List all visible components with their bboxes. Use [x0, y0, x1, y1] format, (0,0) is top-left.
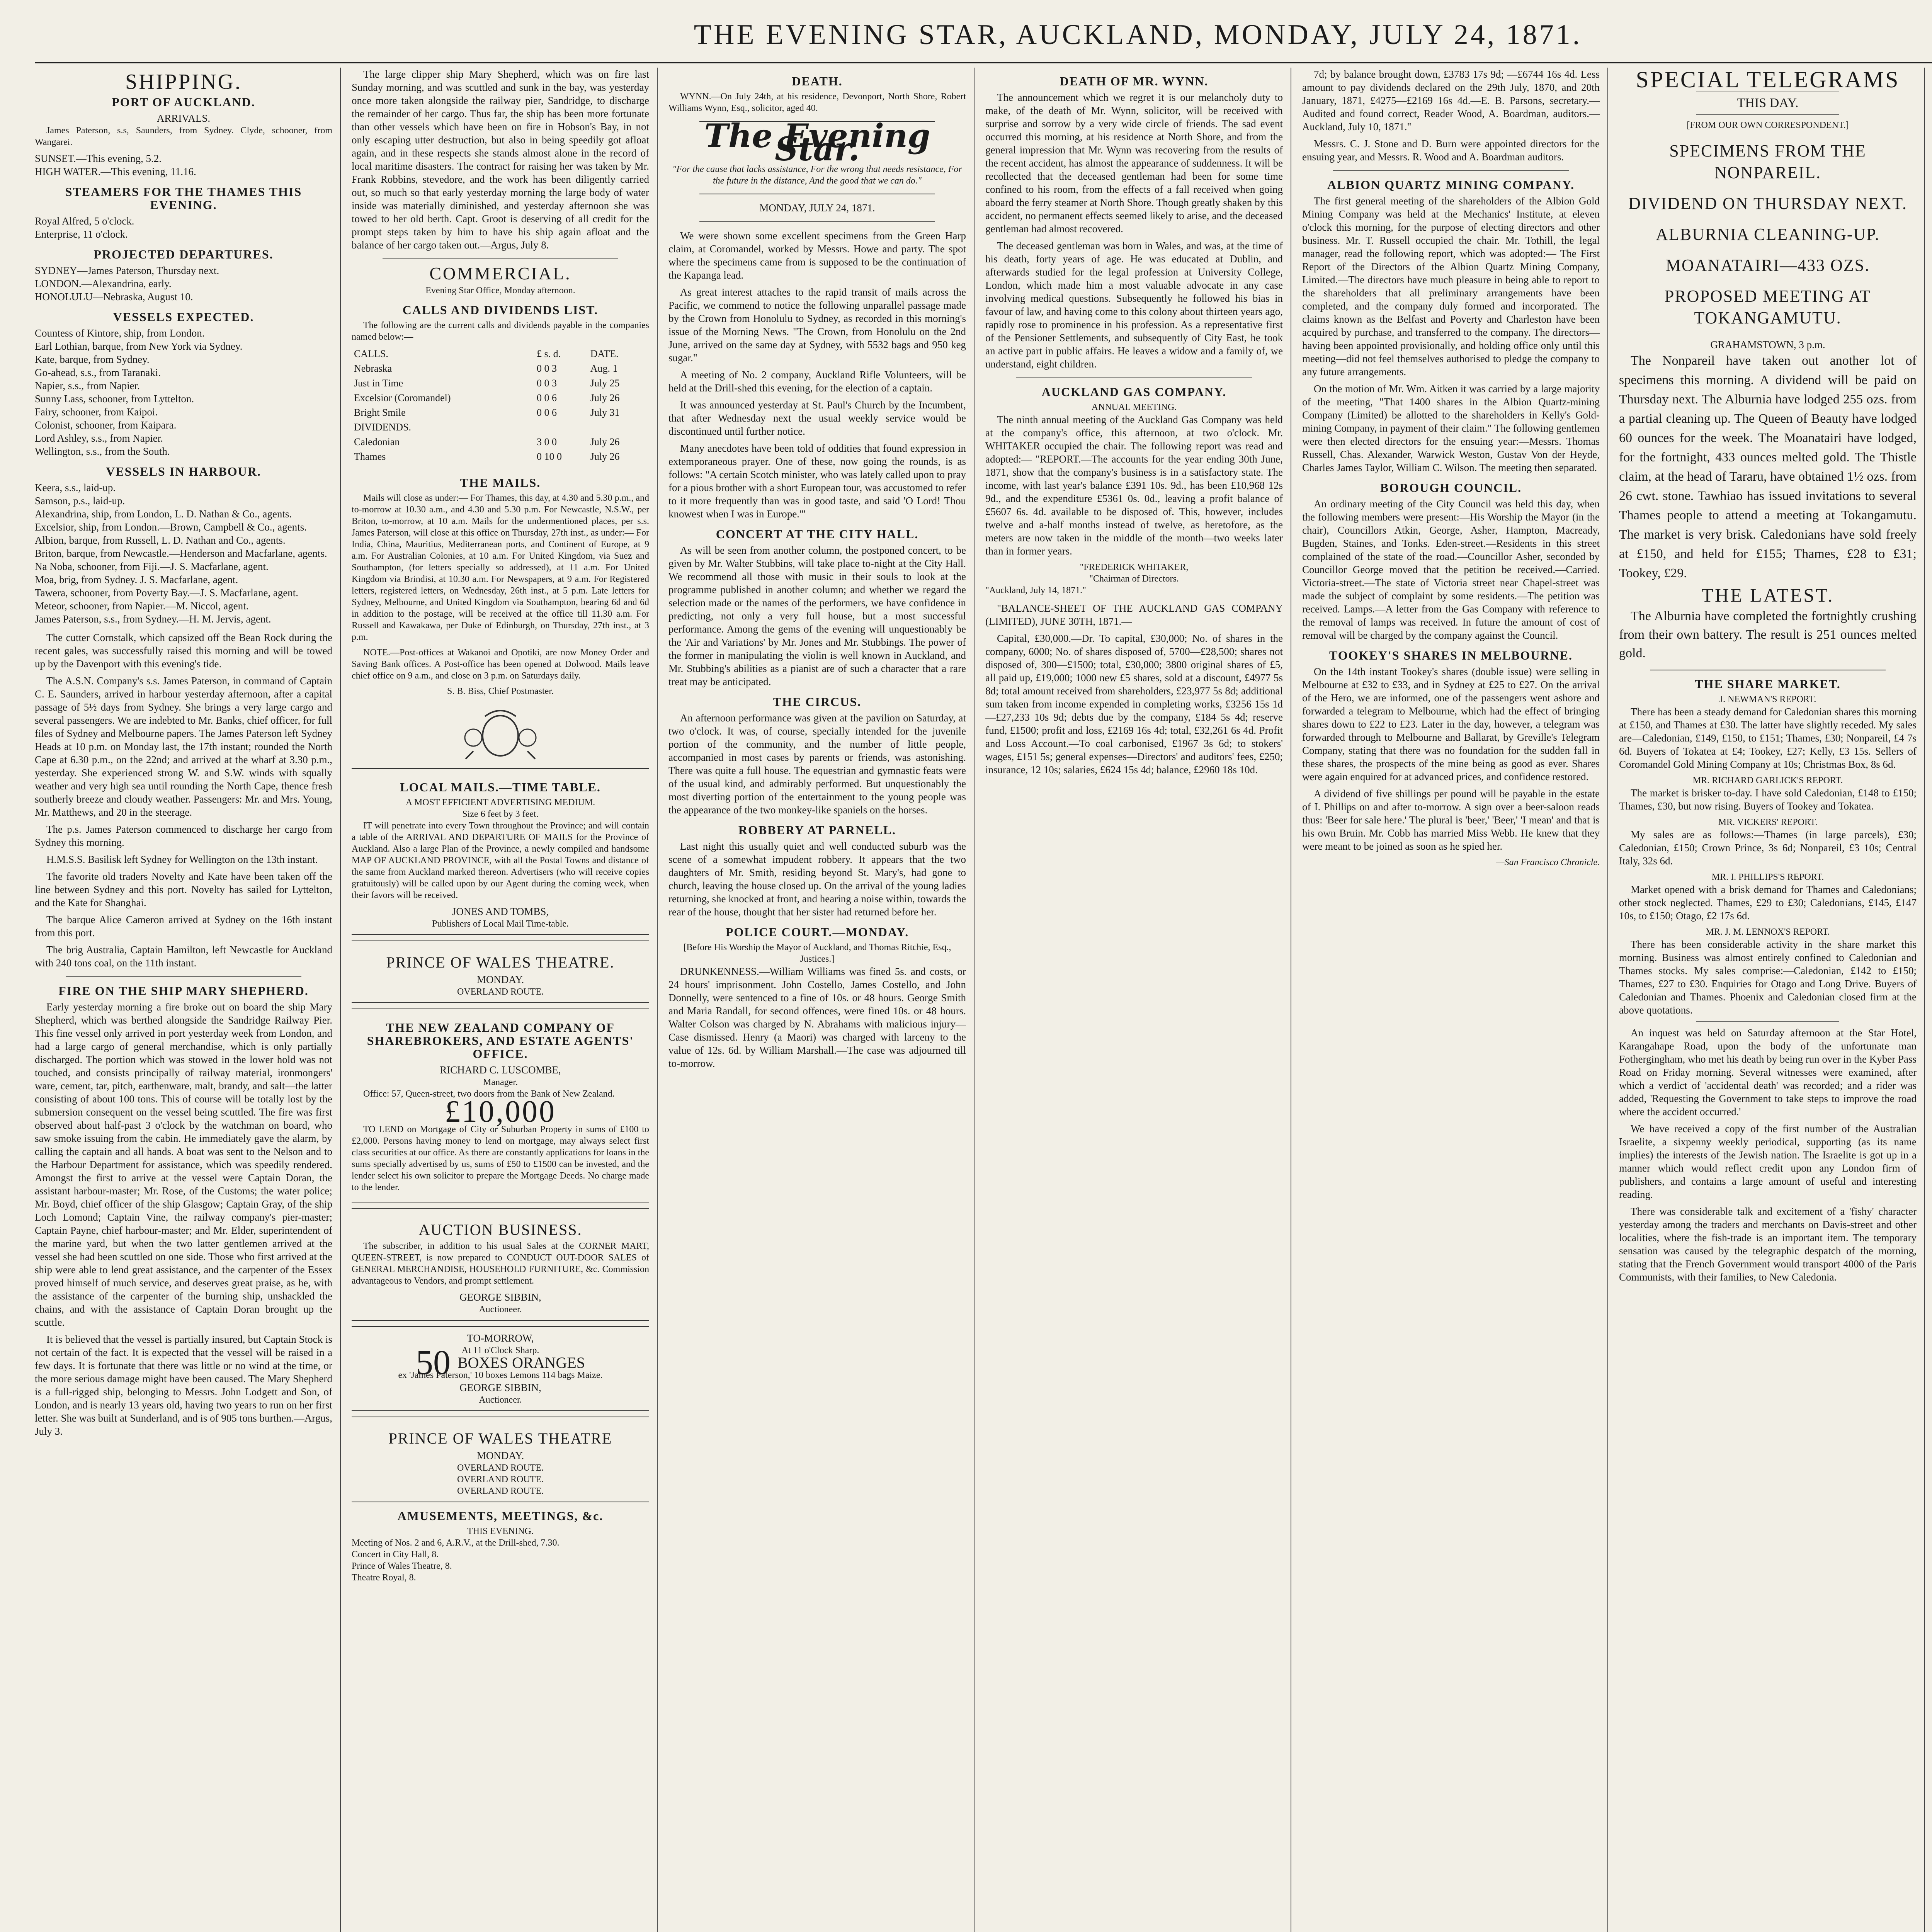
- newspaper-columns: [35, 68, 1932, 1932]
- steamers-heading: STEAMERS FOR THE THAMES THIS EVENING.: [65, 185, 302, 212]
- oranges-count: 50: [415, 1344, 451, 1382]
- list-item: Earl Lothian, barque, from New York via Sydney.: [35, 340, 243, 352]
- port-heading: PORT OF AUCKLAND.: [112, 95, 255, 109]
- harbour-heading: VESSELS IN HARBOUR.: [106, 464, 261, 478]
- report-text: There has been considerable activity in the share market this morning. Business was almost entirely confined to Caledonian and Thames stocks. My sales comprise:—Caledonian, £142 to £150; Thames, £27 to £30. Enquiries for Otago and Long Drive. Buyers of Caledonian and Thames. Phoenix and Caledonian closed firm at the above quotations.: [1619, 939, 1917, 1016]
- list-item: Alexandrina, ship, from London, L. D. Nathan & Co., agents.: [35, 508, 292, 520]
- balance-heading: "BALANCE-SHEET OF THE AUCKLAND GAS COMPANY (LIMITED), JUNE 30TH, 1871.—: [985, 602, 1283, 627]
- column-header: DATE.: [590, 348, 619, 359]
- list-item: Meteor, schooner, from Napier.—M. Niccol, agent.: [35, 600, 249, 612]
- shipping-paragraph: The cutter Cornstalk, which capsized off the Bean Rock during the recent gales, was successfully raised this morning and will be towed up by the Davenport with this evening's tide.: [35, 632, 332, 670]
- list-item: Concert in City Hall, 8.: [352, 1549, 439, 1560]
- theatre-play: OVERLAND ROUTE.: [457, 1475, 544, 1485]
- leader-paragraph: Many anecdotes have been told of oddities that found expression in extemporaneous prayer. One of these, now going the rounds, is as follows: "A certain Scotch minister, who was lately called upon to pray for a pious brother with a short European tour, was accustomed to refer to it more frequently than was in good taste, and said 'O Lord! Thou knowest when I was in Europe.'": [668, 442, 966, 520]
- newspaper-motto: "For the cause that lacks assistance, For the wrong that needs resistance, For the future in the distance, And the good that we can do.": [672, 164, 962, 186]
- auction-advert: [352, 1208, 649, 1321]
- localmails-publisher: JONES AND TOMBS,: [452, 906, 549, 917]
- report-heading: MR. I. PHILLIPS'S REPORT.: [1711, 872, 1824, 882]
- special-sub: THIS DAY.: [1737, 96, 1799, 110]
- column-header: CALLS.: [354, 348, 388, 359]
- amusements-heading: AMUSEMENTS, MEETINGS, &c.: [397, 1509, 604, 1523]
- cell: [588, 420, 649, 435]
- leader-paragraph: It was announced yesterday at St. Paul's Church by the Incumbent, that after Wednesday next the usual weekly service would be discontinued until further notice.: [668, 399, 966, 437]
- list-item: Countess of Kintore, ship, from London.: [35, 327, 205, 339]
- latest-heading: THE LATEST.: [1701, 584, 1834, 606]
- table-row: [352, 420, 649, 435]
- police-heading: POLICE COURT.—MONDAY.: [725, 925, 909, 939]
- shipping-paragraph: The brig Australia, Captain Hamilton, left Newcastle for Auckland with 240 tons coal, on the 11th instant.: [35, 944, 332, 969]
- gas-signature: "FREDERICK WHITAKER,: [1080, 562, 1189, 572]
- police-text: DRUNKENNESS.—William Williams was fined 5s. and costs, or 24 hours' imprisonment. John Costello, James Costello, and John Donnelly, were sentenced to a fine of 10s. or 48 hours. George Smith and Maria Randall, for second offences, were fined 10s. or 48 hours. Walter Colson was charged by N. Abrahams with malicious injury—Case dismissed. Henry (a Maori) was charged with larceny to the value of 12s. 6d. by William Marshall.—The case was adjourned till to-morrow.: [668, 966, 966, 1069]
- column-6: [1619, 68, 1917, 1932]
- list-item: Tawera, schooner, from Poverty Bay.—J. S. Macfarlane, agent.: [35, 587, 299, 599]
- list-item: Sunny Lass, schooner, from Lyttelton.: [35, 393, 194, 405]
- expected-heading: VESSELS EXPECTED.: [113, 310, 254, 324]
- balance-text: Capital, £30,000.—Dr. To capital, £30,000; No. of shares in the company, 6000; No. of shares disposed of, 5700—£28,500; shares not disposed of, 300—£1500; total, £30,000; 3800 original shares of £5, all paid up, £19,000; 1000 new £5 shares, sold at a discount, £4977 5s 8d; total amount received from shareholders, £23,977 5s 8d; additional sum taken from income expended in completing works, £3256 15s 1d—£27,233 10s 9d; debts due by the company, £184 5s 4d; reserve fund, £1500; profit and loss, £2169 16s 4d; total, £32,261 6s 4d. Profit and Loss Account.—To coal carbonised, £1967 3s 6d; to stokers' wages, £151 5s; general expenses—Directors' and auditors' fees, £250; insurance, 12 10s; salaries, £624 15s 4d; balance, £2960 18s 10d.: [985, 633, 1283, 776]
- auctioneer-role: Auctioneer.: [479, 1395, 522, 1405]
- grahamstown-dateline: GRAHAMSTOWN, 3 p.m.: [1710, 339, 1825, 350]
- masthead-title: THE EVENING STAR, AUCKLAND, MONDAY, JULY 24, 1871.: [694, 19, 1582, 51]
- divider: [66, 976, 301, 977]
- commercial-heading: COMMERCIAL.: [429, 264, 571, 283]
- list-item: HONOLULU—Nebraska, August 10.: [35, 291, 193, 303]
- localmails-sub: A MOST EFFICIENT ADVERTISING MEDIUM.: [405, 798, 595, 808]
- fire-text-2: It is believed that the vessel is partially insured, but Captain Stock is not certain of the fact. It is expected that the vessel will be raised in a few days. It is fortunate that there was little or no wind at the time, or the more serious damage might have been caused. The Mary Shepherd is a full-rigged ship, belonging to Messrs. John Lodgett and Son, of London, and is nearly 13 years old, having two years to run on her first letter. She was built at Sunderland, and is of 905 tons burthen.—Argus, July 3.: [35, 1333, 332, 1437]
- manager-role: Manager.: [483, 1077, 518, 1087]
- table-row: [352, 435, 649, 449]
- royal-crest-icon: [458, 701, 543, 763]
- masthead: [35, 8, 1932, 63]
- divider: [1333, 170, 1569, 171]
- theatre-advert-2: [352, 1417, 649, 1502]
- directors-text: Messrs. C. J. Stone and D. Burn were appointed directors for the ensuing year, and Messrs. R. Wood and A. Boardman auditors.: [1302, 138, 1600, 163]
- table-row: [352, 376, 649, 391]
- tookey-text-2: A dividend of five shillings per pound will be payable in the estate of I. Phillips on and after to-morrow. A sign over a beer-saloon reads thus: 'Beer for sale here.' The plural is 'beer,' 'Beer,' 'I mean' and that is his own Bruin. Mr. Cobb has married Miss Webb. He knew that they were meant to be joined as soon as he spied her.: [1302, 788, 1600, 852]
- mails-note: NOTE.—Post-offices at Wakanoi and Opotiki, are now Money Order and Saving Bank offices. A Post-office has been opened at Dolwood. Mails leave chief office on 9 a.m., and close on 3 p.m. on Saturdays daily.: [352, 648, 649, 681]
- police-sub: [Before His Worship the Mayor of Auckland, and Thomas Ritchie, Esq., Justices.]: [683, 942, 951, 964]
- gas-sub: ANNUAL MEETING.: [1091, 402, 1177, 412]
- cell: DIVIDENDS.: [354, 422, 412, 433]
- auctioneer-name: GEORGE SIBBIN,: [459, 1291, 541, 1303]
- albion-text-2: On the motion of Mr. Wm. Aitken it was carried by a large majority of the meeting, "That 1400 shares in the Albion Quartz-mining Company (Limited) be allotted to the shareholders in Kelly's Gold-mining Company, in payment of their claim." The following gentlemen were then elected directors for the ensuing year:—Messrs. Thomas Russell, Chas. Alexander, Warwick Weston, Gustav Von der Heyde, Charles James Taylor, William C. Wilson. The meeting then separated.: [1302, 383, 1600, 473]
- list-item: Samson, p.s., laid-up.: [35, 495, 125, 507]
- table-row: [352, 449, 649, 464]
- auction-heading: AUCTION BUSINESS.: [418, 1221, 582, 1238]
- manager-name: RICHARD C. LUSCOMBE,: [440, 1064, 561, 1076]
- column-5: [1302, 68, 1600, 1932]
- list-item: Kate, barque, from Sydney.: [35, 354, 150, 365]
- special-line: MOANATAIRI—433 OZS.: [1665, 256, 1870, 275]
- shipping-paragraph: The A.S.N. Company's s.s. James Paterson, in command of Captain C. E. Saunders, arrived in harbour yesterday afternoon, after a capital passage of 5½ days from Sydney. She brings a very large cargo and several passengers. We are indebted to Mr. Banks, chief officer, for full files of Sydney and Melbourne papers. The James Paterson left Sydney Heads at 10 p.m. on Monday last, the 17th instant; rounded the North Cape at 6.30 p.m., on the 22nd; and arrived at the wharf at 3.30 p.m., yesterday. She experienced strong W. and S.W. winds with squally weather and very high sea until rounding the North Cape, thence fresh southerly breeze and cloudy weather. Passengers: Mr. and Mrs. Young, Mr. Matthews, and 20 in the steerage.: [35, 675, 332, 818]
- mails-text: Mails will close as under:— For Thames, this day, at 4.30 and 5.30 p.m., and to-morrow at 10.30 a.m., and 4.30 and 5.30 p.m. For Newcastle, N.S.W., per Briton, to-morrow, at 10 a.m. Mails for the undermentioned places, per s.s. James Paterson, will close at this office on Thursday, 27th inst., as under:— For India, China, Mauritius, Mediterranean ports, and Continent of Europe, at 9 a.m. For Australian Colonies, at 10 a.m. For United Kingdom, via Suez and Southampton, (for letters specially so addressed), at 11 a.m. For United Kingdom via Brindisi, at 10.30 a.m. For Newspapers, at 9 a.m. For Registered letters, registered letters, on Wednesday, 26th inst., at 5 p.m. Late letters for Sydney, Melbourne, and United Kingdom via Southampton, bearing 6d and 6d in addition to the postage, will be received at the office till 11.30 a.m. For Russell and Kawakawa, per Duke of Edinburgh, on Thursday, 27th inst., at 3 p.m.: [352, 493, 649, 642]
- cell: [534, 420, 588, 435]
- fire-text: Early yesterday morning a fire broke out on board the ship Mary Shepherd, which was berthed alongside the Sandridge Railway Pier. This fine vessel only arrived in port yesterday week from London, and had a large cargo of general merchandise, which is only partially discharged. The portion which was stowed in the lower hold was not touched, and consists principally of railway material, ironmongers' ware, cement, tar, pitch, earthenware, malt, brandy, and salt—the latter consisting of about 100 tons. This of course will be totally lost by the submersion consequent on the vessel being scuttled. The fire was first observed about half-past 3 o'clock by the watchman on board, who saw smoke issuing from the cabin. He immediately gave the alarm, by calling the captain and all hands. A boat was sent to the Nelson and to the Harbour Department for assistance, which was speedily rendered. Amongst the first to arrive at the vessel were Captain Doran, the assistant harbour-master; Mr. Rose, of the Customs; the water police; Mr. Boyd, chief officer of the ship Glasgow; Captain Gray, of the ship Loch Lomond; Captain Vine, the railway company's pier-master; Captain Payne, chief harbour-master; and Mr. Elder, superintendent of the marine yard, but when the two latter gentlemen arrived at the vessel she had been scuttled on one side. Those who first arrived at the ship were able to lend great assistance, and the carpenter of the Essex proved himself of much service, and deserves great praise, as he, with the assistance of the carpenter of the burning ship, unshackled the chains, and with the assistance of Captain Doran brought up the scuttle.: [35, 1001, 332, 1328]
- shipping-paragraph: The favorite old traders Novelty and Kate have been taken off the line between Sydney and this port. Novelty has sailed for Lyttelton, and the Kate for Shanghai.: [35, 871, 332, 908]
- cell: Bright Smile: [354, 407, 406, 418]
- report-text: Market opened with a brisk demand for Thames and Caledonians; other stock neglected. Thames, £29 to £30; Caledonians, £145, £147 10s, to £150; Otago, £2 17s 6d.: [1619, 884, 1917, 922]
- shipping-heading: SHIPPING.: [125, 70, 242, 94]
- sunset: SUNSET.—This evening, 5.2.: [35, 153, 162, 164]
- divider: [1696, 114, 1839, 115]
- borough-heading: BOROUGH COUNCIL.: [1380, 481, 1522, 495]
- calls-intro: The following are the current calls and dividends payable in the companies named below:—: [352, 320, 649, 342]
- auctioneer-role: Auctioneer.: [479, 1304, 522, 1315]
- tookey-text: On the 14th instant Tookey's shares (double issue) were selling in Melbourne at £32 to £33, and in Sydney at £25 to £27. On the arrival of the Hero, we are informed, one of the passengers went ashore and forwarded a telegram to Melbourne, which had the effect of bringing shares down to £22 to £23. Later in the day, however, a telegram was forwarded through to Melbourne and Ballarat, by Greville's Telegram Company, stating that there was no foundation for the sudden fall in these shares, the prospects of the mine being as good as ever. Shares were again enquired for at advanced prices, and confidence restored.: [1302, 666, 1600, 782]
- list-item: Albion, barque, from Russell, L. D. Nathan and Co., agents.: [35, 534, 286, 546]
- list-item: Keera, s.s., laid-up.: [35, 482, 116, 493]
- loan-amount: £10,000: [445, 1095, 556, 1129]
- special-correspondent: [FROM OUR OWN CORRESPONDENT.]: [1687, 120, 1849, 130]
- list-item: Excelsior, ship, from London.—Brown, Campbell & Co., agents.: [35, 521, 307, 533]
- arrivals-heading: ARRIVALS.: [156, 112, 211, 124]
- localmails-publisher-2: Publishers of Local Mail Time-table.: [432, 919, 569, 929]
- cell: July 26: [590, 392, 620, 403]
- newspaper-title: The Evening Star.: [704, 117, 930, 168]
- report-heading: MR. RICHARD GARLICK'S REPORT.: [1692, 776, 1843, 786]
- cell: Caledonian: [354, 436, 400, 447]
- loan-text: TO LEND on Mortgage of City or Suburban Property in sums of £100 to £2,000. Persons having money to lend on mortgage, may always select first class securities at our office. As there are constantly applications for loans in the sums specially advertised by us, sums of £50 to £1500 can be invested, and the lender select his own solicitor to prepare the Mortgage Deeds. No charge made to the lender.: [352, 1124, 649, 1192]
- wynn-heading: DEATH OF MR. WYNN.: [1060, 74, 1209, 88]
- report-heading: MR. VICKERS' REPORT.: [1718, 817, 1818, 827]
- wynn-text-2: The deceased gentleman was born in Wales, and was, at the time of his death, forty years of age. He was educated at Dublin, and afterwards studied for the legal profession at University College, London, which made him a most valuable advocate in any case involving medical questions. Subsequently he followed his bias in favour of law, and having come to this colony about thirteen years ago, rapidly rose to prominence in his profession. As a representative first of the Pensioner Settlements, and subsequently of City East, he took an active part in public affairs. He leaves a widow and a family of, we understand, eight children.: [985, 240, 1283, 370]
- clipper-article: The large clipper ship Mary Shepherd, which was on fire last Sunday morning, and was scuttled and sunk in the bay, was yesterday once more taken alongside the railway pier, Sandridge, to discharge the remainder of her cargo. Thus far, the ship has been more fortunate than other vessels which have been on fire in Hobson's Bay, in not only escaping utter destruction, but also in being speedily got afloat again, and in these respects she stands almost alone in the record of local maritime disasters. The contract for raising her was taken by Mr. Frank Robbins, stevedore, and the work has been diligently carried out, so much so that early yesterday morning the large body of water inside was materially diminished, and yesterday afternoon she was towed to her old berth. Capt. Groot is deserving of all credit for the prompt steps taken by him to have his ship again afloat and the balance of her cargo taken out.—Argus, July 8.: [352, 68, 649, 251]
- list-item: Napier, s.s., from Napier.: [35, 380, 140, 391]
- projected-heading: PROJECTED DEPARTURES.: [94, 247, 274, 261]
- office-address: Office: 57, Queen-street, two doors from the Bank of New Zealand.: [363, 1089, 615, 1099]
- concert-text: As will be seen from another column, the postponed concert, to be given by Mr. Walter Stubbins, will take place to-night at the City Hall. We recommend all those with music in their souls to look at the programme published in another column; and whether we regard the selection made or the names of the performers, we have confidence in predicting, not only a very full house, but a most successful performance. Among the gems of the evening will unquestionably be the 'Air and Variations' by Mr. Jones and Mr. Stubbings. The power of the former in manipulating the violin is well known in Auckland, and Mr. Stubbing's abilities as a pianist are of such a character that a rare treat may be anticipated.: [668, 544, 966, 687]
- cell: 0 0 6: [537, 392, 557, 403]
- concert-heading: CONCERT AT THE CITY HALL.: [716, 527, 919, 541]
- robbery-text: Last night this usually quiet and well conducted suburb was the scene of a somewhat impudent robbery. It appears that the two daughters of Mr. Smith, residing beyond St. Mary's, had gone to church, leaving the house closed up. On the arrival of the young ladies returning, she knocked at front, and hearing a noise within, towards the rear of the house, thought that her sister had returned before her.: [668, 840, 966, 918]
- high-water: HIGH WATER.—This evening, 11.16.: [35, 166, 196, 177]
- share-market-heading: THE SHARE MARKET.: [1695, 677, 1841, 691]
- fire-heading: FIRE ON THE SHIP MARY SHEPHERD.: [58, 984, 309, 998]
- report-text: My sales are as follows:—Thames (in large parcels), £30; Caledonian, £150; Crown Prince, 3s 6d; Nonpareil, £3 10s; Central Italy, 32s 6d.: [1619, 829, 1917, 867]
- theatre-day: MONDAY.: [476, 1450, 524, 1461]
- excitement-text: There was considerable talk and excitement of a 'fishy' character yesterday among the traders and merchants on Davis-street and other localities, where the fish-trade is an important item. The temporary sensation was caused by the telegraphic despatch of the morning, stating that the French Government would transport 4000 of the Paris Communists, with their families, to New Caledonia.: [1619, 1206, 1917, 1283]
- special-telegrams-heading: SPECIAL TELEGRAMS: [1636, 68, 1900, 92]
- mails-heading: THE MAILS.: [460, 476, 541, 490]
- tookey-source: —San Francisco Chronicle.: [1496, 857, 1600, 867]
- cell: Aug. 1: [590, 363, 618, 374]
- localmails-text: IT will penetrate into every Town throughout the Province; and will contain a table of the ARRIVAL AND DEPARTURE OF MAILS for the Province of Auckland. Also a large Plan of the Province, a newly compiled and handsome MAP OF AUCKLAND PROVINCE, with all the Postal Towns and distance of the same from Auckland marked thereon. Advertisers (who will receive copies gratuitously) will be called upon by our Agent during the coming week, when their favors will be received.: [352, 821, 649, 900]
- report-text: There has been a steady demand for Caledonian shares this morning at £150, and Thames at £30. The latter have slightly receded. My sales are—Caledonian, £149, £150, to £151; Thames, £30; Nonpareil, £4 7s 6d. Buyers of Tokatea at £4; Tookey, £27; Kelly, £3 15s. Sellers of Coromandel Gold Mining Company at 10s; Christmas Box, 8s 6d.: [1619, 706, 1917, 770]
- cell: Just in Time: [354, 378, 403, 389]
- column-3: [668, 68, 966, 1932]
- table-row: [352, 405, 649, 420]
- theatre-heading: PRINCE OF WALES THEATRE.: [386, 954, 615, 971]
- report-text: The market is brisker to-day. I have sold Caledonian, £148 to £150; Thames, £30, but now rising. Buyers of Tookey and Tokatea.: [1619, 787, 1917, 812]
- divider: [699, 221, 935, 222]
- leader-paragraph: We were shown some excellent specimens from the Green Harp claim, at Coromandel, worked by Messrs. Howe and party. The spot where the specimens came from is supposed to be the continuation of the Kapanga lead.: [668, 230, 966, 281]
- cell: July 26: [590, 451, 620, 462]
- inquest-text: An inquest was held on Saturday afternoon at the Star Hotel, Karangahape Road, upon the body of the unfortunate man Fothergingham, who met his death by being run over in the Kyber Pass Road on Friday morning. Several witnesses were examined, after which a verdict of 'accidental death' was recorded; and a rider was added, 'Requesting the Government to take steps to improve the road where the accident occurred.': [1619, 1027, 1917, 1117]
- list-item: Enterprise, 11 o'clock.: [35, 228, 128, 240]
- theatre-play: OVERLAND ROUTE.: [457, 1486, 544, 1496]
- leader-paragraph: As great interest attaches to the rapid transit of mails across the Pacific, we commend to notice the following unparallel passage made by the Crown from Honolulu to Sydney, as recorded in this morning's issue of the Morning News. "The Crown, from Honolulu on the 2nd June, arrived on the same day at Sydney, with 5532 bags and 950 keg sugar.": [668, 286, 966, 364]
- theatre-advert: [352, 940, 649, 1003]
- cell: 0 0 3: [537, 363, 557, 374]
- localmails-heading: LOCAL MAILS.—TIME TABLE.: [400, 780, 601, 794]
- column-header: £ s. d.: [537, 348, 561, 359]
- dividend-text: 7d; by balance brought down, £3783 17s 9d; —£6744 16s 4d. Less amount to pay dividends declared on the 29th July, 1870, and 20th January, 1871, £4275—£2169 16s 4d.—E. B. Parsons, secretary.—Audited and found correct, Reader Wood, A. Boardman, auditors.—Auckland, July 10, 1871.": [1302, 68, 1600, 133]
- theatre-play: OVERLAND ROUTE.: [457, 1463, 544, 1473]
- mails-signature: S. B. Biss, Chief Postmaster.: [447, 686, 554, 696]
- oranges-text: ex 'James Paterson,' 10 boxes Lemons 114 bags Maize.: [398, 1370, 603, 1380]
- cell: 0 0 6: [537, 407, 557, 418]
- cell: Thames: [354, 451, 386, 462]
- amusements-sub: THIS EVENING.: [467, 1526, 534, 1536]
- special-line: DIVIDEND ON THURSDAY NEXT.: [1628, 194, 1907, 213]
- shipping-paragraph: The barque Alice Cameron arrived at Sydney on the 16th instant from this port.: [35, 914, 332, 939]
- leader-paragraph: A meeting of No. 2 company, Auckland Rifle Volunteers, will be held at the Drill-shed this evening, for the election of a captain.: [668, 369, 966, 394]
- sale-date: TO-MORROW,: [467, 1332, 534, 1344]
- shipping-paragraph: The p.s. James Paterson commenced to discharge her cargo from Sydney this morning.: [35, 823, 332, 848]
- gas-signature-role: "Chairman of Directors.: [1089, 574, 1179, 584]
- gas-date: "Auckland, July 14, 1871.": [985, 585, 1086, 595]
- cell: Nebraska: [354, 363, 392, 374]
- death-notice: WYNN.—On July 24th, at his residence, Devonport, North Shore, Robert Williams Wynn, Esq., solicitor, aged 40.: [668, 92, 966, 113]
- gas-heading: AUCKLAND GAS COMPANY.: [1041, 385, 1227, 399]
- cell: July 26: [590, 436, 620, 447]
- death-heading: DEATH.: [792, 74, 843, 88]
- list-item: Royal Alfred, 5 o'clock.: [35, 215, 134, 227]
- tookey-heading: TOOKEY'S SHARES IN MELBOURNE.: [1329, 648, 1573, 662]
- shipping-paragraph: H.M.S.S. Basilisk left Sydney for Wellington on the 13th instant.: [46, 854, 318, 865]
- table-row: [352, 361, 649, 376]
- list-item: Meeting of Nos. 2 and 6, A.R.V., at the Drill-shed, 7.30.: [352, 1538, 560, 1548]
- albion-heading: ALBION QUARTZ MINING COMPANY.: [1327, 178, 1575, 192]
- calls-heading: CALLS AND DIVIDENDS LIST.: [402, 303, 599, 317]
- list-item: Briton, barque, from Newcastle.—Henderson and Macfarlane, agents.: [35, 548, 327, 559]
- special-text: The Nonpareil have taken out another lot of specimens this morning. A dividend will be paid on Thursday next. The Alburnia have lodged 255 ozs. from a partial cleaning up. The Queen of Beauty have lodged 60 ounces for the week. The Moanatairi have lodged, for the fortnight, 433 ounces melted gold. The Thistle claim, at the head of Tararu, have obtained 1½ ozs. from 26 cwt. stone. Tawhiao has issued invitations to several Thames people to attend a meeting at Tokangamutu. The market is very brisk. Caledonians have sold freely at £150, and held for £155; Thames, £28 to £31; Tookey, £29.: [1619, 354, 1917, 580]
- commercial-sub: Evening Star Office, Monday afternoon.: [425, 286, 575, 296]
- sale-time: At 11 o'Clock Sharp.: [461, 1345, 539, 1355]
- gas-text: The ninth annual meeting of the Auckland Gas Company was held at the company's office, this afternoon, at two o'clock. Mr. WHITAKER occupied the chair. The following report was read and adopted:— "REPORT.—The accounts for the year ending 30th June, 1871, show that the company's business is in a satisfactory state. The income, with last year's balance £391 10s. 9d., has been £10,968 12s 9d., and the expenditure £5361 0s. 0d., leaving a profit balance of £5607 6s. 4d. available to be disposed of. This, however, includes twelve and a-half months instead of twelve, as heretofore, as the meters are now taken in the middle of the month—two weeks later than in former years.: [985, 414, 1283, 557]
- nz-company-advert: [352, 1009, 649, 1202]
- list-item: Moa, brig, from Sydney. J. S. Macfarlane, agent.: [35, 574, 238, 585]
- special-line: SPECIMENS FROM THE NONPAREIL.: [1669, 141, 1866, 182]
- divider: [1696, 1021, 1839, 1022]
- auction-text: The subscriber, in addition to his usual Sales at the CORNER MART, QUEEN-STREET, is now prepared to CONDUCT OUT-DOOR SALES of GENERAL MERCHANDISE, HOUSEHOLD FURNITURE, &c. Commission advantageous to Vendors, and prompt settlement.: [352, 1241, 649, 1286]
- cell: 3 0 0: [537, 436, 557, 447]
- borough-text: An ordinary meeting of the City Council was held this day, when the following members were present:—His Worship the Mayor (in the chair), Councillors Atkin, George, Asher, Hampton, Macready, Bugden, Staines, and Tonks. Eden-street.—Residents in this street complained of the state of the road.—Councillor Asher, seconded by Councillor George moved that the petition be received.—Carried. Victoria-street.—The state of Victoria street near Chapel-street was made the subject of complaint by some residents.—The petition was received. Lamps.—A letter from the Gas Company with reference to the removal of lamps was received. In future the amount of cost of removal will be charged by the company against the Council.: [1302, 498, 1600, 641]
- list-item: LONDON.—Alexandrina, early.: [35, 278, 172, 289]
- list-item: Prince of Wales Theatre, 8.: [352, 1561, 452, 1571]
- list-item: Colonist, schooner, from Kaipara.: [35, 419, 177, 431]
- auctioneer-name: GEORGE SIBBIN,: [459, 1382, 541, 1393]
- albion-text: The first general meeting of the shareholders of the Albion Gold Mining Company was held at the Mechanics' Institute, at eleven o'clock this morning, for the purpose of electing directors and other business. Mr. T. Russell occupied the chair. Mr. Tothill, the legal manager, read the following report, which was adopted:— The First Report of the Directors of the Albion Quartz Mining Company, Limited.—The directors have much pleasure in being able to report to the shareholders that all preliminary arrangements have been completed, and the company duly formed and incorporated. The claims known as the Belfast and Poverty and Charleston have been acquired by purchase, and transferred to the company. The directors—having been appointed provisionally, and holding office only until this meeting—did not feel themselves authorised to pledge the company to any future arrangements.: [1302, 195, 1600, 378]
- theatre-heading: PRINCE OF WALES THEATRE: [388, 1430, 612, 1447]
- list-item: Theatre Royal, 8.: [352, 1573, 416, 1583]
- cell: Excelsior (Coromandel): [354, 392, 451, 403]
- list-item: Na Noba, schooner, from Fiji.—J. S. Macfarlane, agent.: [35, 561, 269, 572]
- circus-heading: THE CIRCUS.: [773, 695, 862, 709]
- arrivals-text: James Paterson, s.s, Saunders, from Sydney. Clyde, schooner, from Wangarei.: [35, 126, 332, 147]
- local-mails-advert: [352, 768, 649, 935]
- israelite-text: We have received a copy of the first number of the Australian Israelite, a sixpenny weekly periodical, supporting (as its name implies) the interests of the Jewish nation. The Israelite is got up in a manner which would reflect credit upon any London firm of publishers, and contains a large amount of useful and interesting reading.: [1619, 1123, 1917, 1200]
- report-heading: J. NEWMAN'S REPORT.: [1719, 694, 1816, 704]
- column-2: [352, 68, 649, 1932]
- list-item: Go-ahead, s.s., from Taranaki.: [35, 367, 161, 378]
- oranges-advert: [352, 1326, 649, 1411]
- theatre-play: OVERLAND ROUTE.: [457, 987, 544, 997]
- column-4: [985, 68, 1283, 1932]
- dateline: MONDAY, JULY 24, 1871.: [759, 202, 875, 214]
- report-heading: MR. J. M. LENNOX'S REPORT.: [1706, 927, 1830, 937]
- theatre-day: MONDAY.: [476, 974, 524, 985]
- nz-company-heading: THE NEW ZEALAND COMPANY OF SHAREBROKERS, AND ESTATE AGENTS' OFFICE.: [367, 1020, 634, 1061]
- robbery-heading: ROBBERY AT PARNELL.: [738, 823, 896, 837]
- special-line: ALBURNIA CLEANING-UP.: [1656, 225, 1880, 244]
- cell: July 25: [590, 378, 620, 389]
- latest-text: The Alburnia have completed the fortnightly crushing from their own battery. The result is 251 ounces melted gold.: [1619, 609, 1917, 660]
- list-item: James Paterson, s.s., from Sydney.—H. M. Jervis, agent.: [35, 613, 271, 625]
- calls-table: [352, 347, 649, 464]
- wynn-text: The announcement which we regret it is our melancholy duty to make, of the death of Mr. Wynn, solicitor, will be received with surprise and sorrow by a very wide circle of friends. The sad event occurred this morning, at his residence at North Shore, and from the general impression that Mr. Wynn was recovering from the results of the recent accident, has almost the appearance of suddenness. It will be recollected that the deceased gentleman had been for some time confined to his room, from the effects of a fall received when going aboard the ferry steamer at North Shore. Though greatly shaken by this accident, no permanent effects seemed likely to arise, and the deceased gentleman had almost recovered.: [985, 92, 1283, 235]
- list-item: Wellington, s.s., from the South.: [35, 446, 170, 457]
- list-item: Lord Ashley, s.s., from Napier.: [35, 432, 163, 444]
- cell: 0 10 0: [537, 451, 562, 462]
- table-row: [352, 391, 649, 405]
- oranges-heading: BOXES ORANGES: [457, 1354, 585, 1371]
- column-1: [35, 68, 332, 1932]
- localmails-size: Size 6 feet by 3 feet.: [462, 809, 539, 819]
- table-header: [352, 347, 649, 361]
- cell: July 31: [590, 407, 620, 418]
- special-line: PROPOSED MEETING AT TOKANGAMUTU.: [1664, 287, 1871, 327]
- cell: 0 0 3: [537, 378, 557, 389]
- circus-text: An afternoon performance was given at the pavilion on Saturday, at two o'clock. It was, of course, specially intended for the juvenile portion of the community, and the number of little people, accompanied in most cases by parents or friends, was astonishing. There was quite a full house. The equestrian and gymnastic feats were of the usual kind, and admirably performed. But unquestionably the most diverting portion of the entertainment to the young people was the appearance of the two monkey-like spaniels on the horses.: [668, 712, 966, 816]
- list-item: SYDNEY—James Paterson, Thursday next.: [35, 265, 219, 276]
- list-item: Fairy, schooner, from Kaipoi.: [35, 406, 158, 418]
